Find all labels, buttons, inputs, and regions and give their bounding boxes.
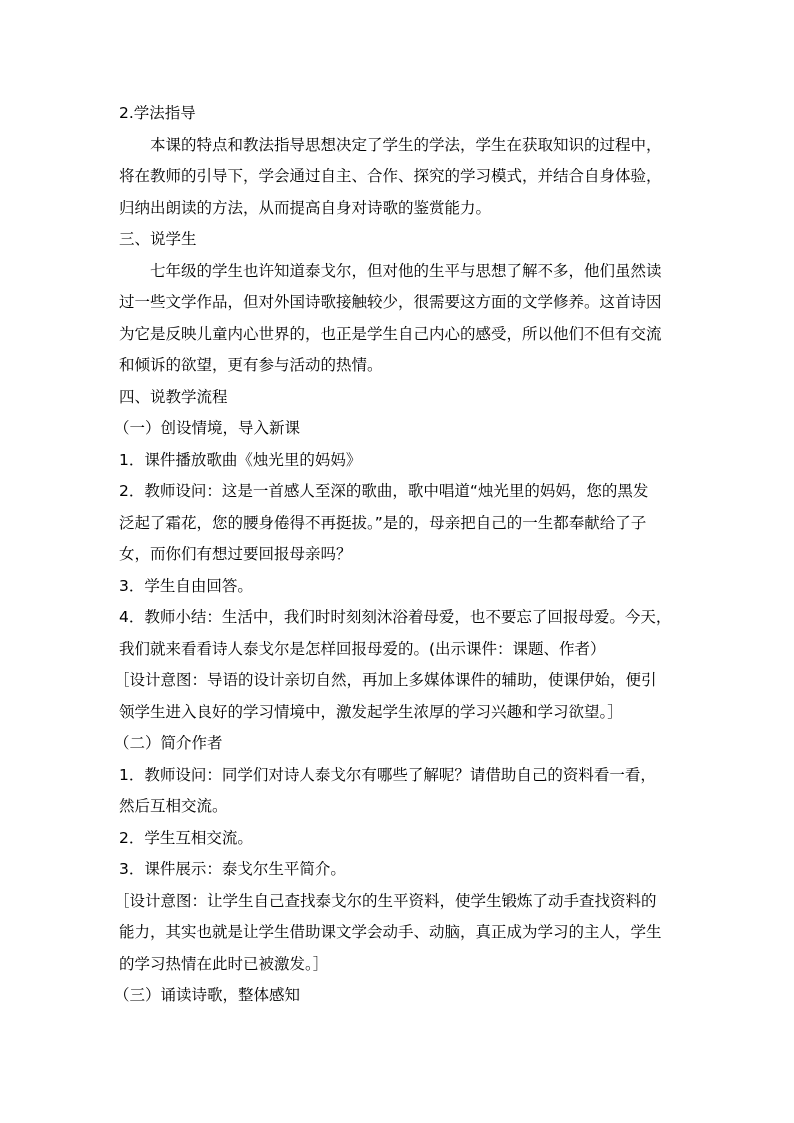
section-heading: 三、说学生: [119, 230, 197, 248]
subsection-heading: （一）创设情境，导入新课: [114, 419, 301, 437]
list-item: 4．教师小结：生活中，我们时时刻刻沐浴着母爱，也不要忘了回报母爱。今天，: [119, 608, 672, 626]
paragraph-line: 然后互相交流。: [119, 797, 228, 815]
document-body: [114, 98, 679, 1012]
paragraph-line: 女，而你们有想过要回报母亲吗？: [119, 545, 352, 563]
subsection-heading: （二）简介作者: [114, 734, 223, 752]
list-item: 1．课件播放歌曲《烛光里的妈妈》: [119, 450, 362, 469]
paragraph-line: 能力，其实也就是让学生借助课文学会动手、动脑，真正成为学习的主人，学生: [119, 923, 662, 941]
paragraph-line: 本课的特点和教法指导思想决定了学生的学法，学生在获取知识的过程中，: [150, 135, 662, 154]
paragraph-line: 泛起了霜花，您的腰身倦得不再挺拔。”是的，母亲把自己的一生都奉献给了子: [119, 513, 647, 532]
list-item: 1．教师设问：同学们对诗人泰戈尔有哪些了解呢？请借助自己的资料看一看，: [119, 765, 656, 784]
paragraph-line: 将在教师的引导下，学会通过自主、合作、探究的学习模式，并结合自身体验，: [119, 167, 662, 185]
paragraph-line: 七年级的学生也许知道泰戈尔，但对他的生平与思想了解不多，他们虽然读: [150, 261, 662, 280]
list-item: 3．课件展示：泰戈尔生平简介。: [119, 860, 346, 878]
paragraph-line: 我们就来看看诗人泰戈尔是怎样回报母爱的。(出示课件：课题、作者）: [119, 639, 606, 658]
paragraph-line: 领学生进入良好的学习情境中，激发起学生浓厚的学习兴趣和学习欲望。］: [119, 702, 623, 721]
section-heading: 2.学法指导: [119, 104, 196, 122]
paragraph-line: 的学习热情在此时已被激发。］: [119, 954, 329, 973]
section-heading: 四、说教学流程: [119, 387, 228, 406]
paragraph-line: 为它是反映儿童内心世界的，也正是学生自己内心的感受，所以他们不但有交流: [119, 324, 662, 343]
subsection-heading: （三）诵读诗歌，整体感知: [114, 986, 301, 1004]
paragraph-line: 和倾诉的欲望，更有参与活动的热情。: [119, 356, 383, 374]
paragraph-line: 过一些文学作品，但对外国诗歌接触较少，很需要这方面的文学修养。这首诗因: [119, 293, 662, 311]
list-item: 3．学生自由回答。: [119, 576, 253, 595]
design-intent-note: ［设计意图：导语的设计亲切自然，再加上多媒体课件的辅助，使课伊始，便引: [114, 671, 657, 689]
paragraph-line: 归纳出朗读的方法，从而提高自身对诗歌的鉴赏能力。: [119, 198, 492, 217]
design-intent-note: ［设计意图：让学生自己查找泰戈尔的生平资料，使学生锻炼了动手查找资料的: [114, 891, 657, 910]
list-item: 2．教师设问：这是一首感人至深的歌曲，歌中唱道“烛光里的妈妈，您的黑发: [119, 482, 649, 500]
list-item: 2．学生互相交流。: [119, 828, 253, 847]
